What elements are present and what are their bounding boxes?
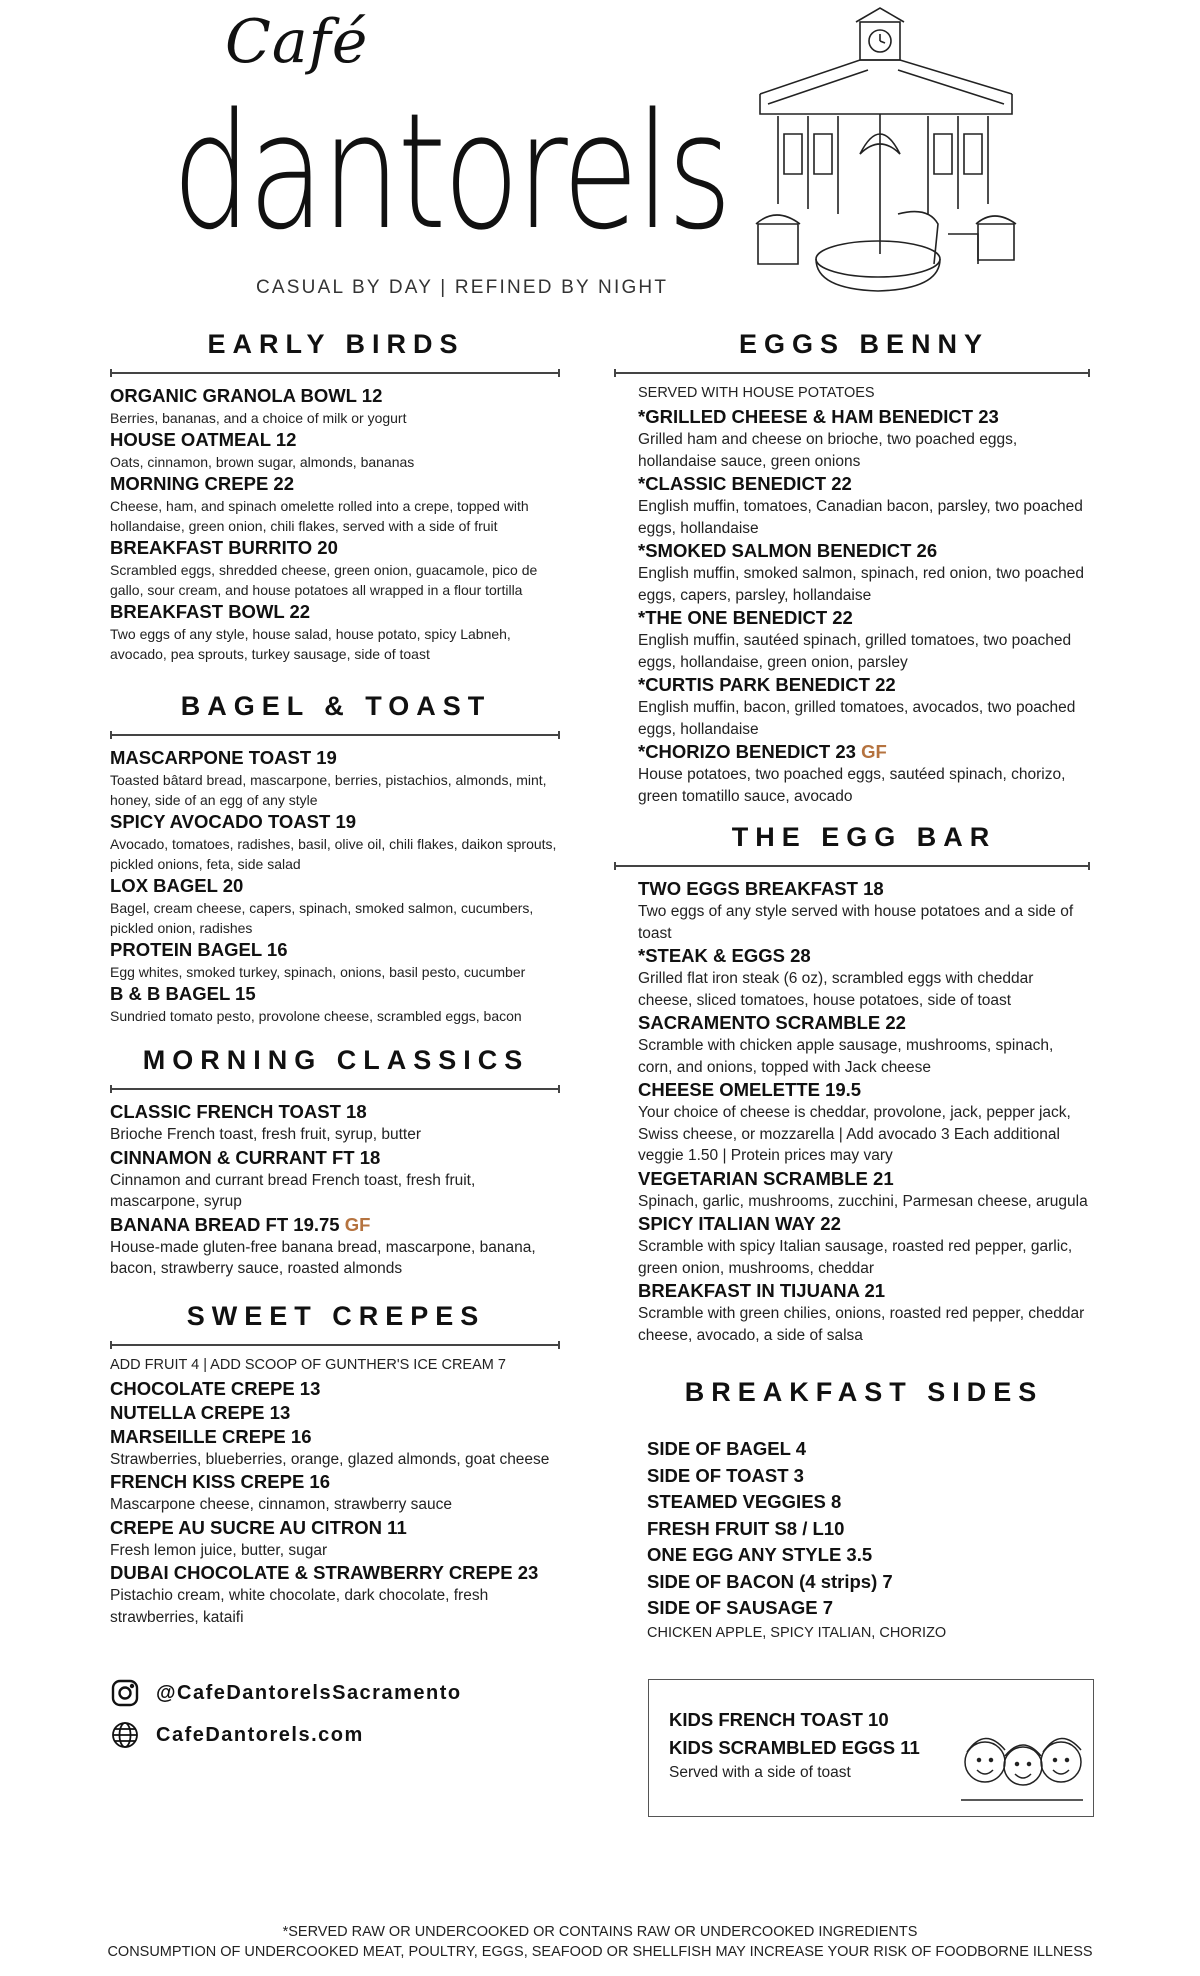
menu-item-description: Spinach, garlic, mushrooms, zucchini, Parmesan cheese, arugula bbox=[638, 1192, 1088, 1210]
footer-line: *SERVED RAW OR UNDERCOOKED OR CONTAINS RAW OR UNDERCOOKED INGREDIENTS bbox=[282, 1924, 918, 1940]
item-title: BREAKFAST IN TIJUANA 21 bbox=[638, 1280, 886, 1301]
instagram-link[interactable] bbox=[110, 1678, 562, 1708]
globe-icon bbox=[110, 1720, 140, 1750]
menu-item-name bbox=[110, 472, 562, 496]
menu-item-name bbox=[638, 405, 1090, 429]
section-divider bbox=[110, 734, 560, 736]
menu-item-name bbox=[110, 810, 562, 834]
section-note: ADD FRUIT 4 | ADD SCOOP OF GUNTHER'S ICE CREAM 7 bbox=[110, 1356, 506, 1373]
item-title: TWO EGGS BREAKFAST 18 bbox=[638, 878, 884, 899]
menu-item-description: Oats, cinnamon, brown sugar, almonds, bananas bbox=[110, 454, 415, 470]
menu-item-name bbox=[638, 606, 1090, 630]
menu-section bbox=[110, 1300, 562, 1629]
logo-cafe: Café bbox=[225, 7, 369, 77]
item-title: *GRILLED CHEESE & HAM BENEDICT 23 bbox=[638, 406, 999, 427]
menu-item-name bbox=[638, 944, 1090, 968]
menu-item-description: Cheese, ham, and spinach omelette rolled into a crepe, topped with hollandaise, green onion, chili flakes, served with a side of fruit bbox=[110, 498, 529, 534]
kids-faces-illustration bbox=[957, 1720, 1087, 1810]
item-title: FRENCH KISS CREPE 16 bbox=[110, 1471, 330, 1492]
item-title: ORGANIC GRANOLA BOWL 12 bbox=[110, 385, 383, 406]
menu-item-name bbox=[638, 877, 1090, 901]
menu-item-name bbox=[110, 982, 562, 1006]
side-item: STEAMED VEGGIES 8 bbox=[647, 1491, 842, 1512]
menu-item-description: Bagel, cream cheese, capers, spinach, smoked salmon, cucumbers, pickled onion, radishes bbox=[110, 900, 534, 936]
item-title: MARSEILLE CREPE 16 bbox=[110, 1425, 312, 1447]
menu-item-name bbox=[638, 1167, 1090, 1191]
item-title: *CURTIS PARK BENEDICT 22 bbox=[638, 674, 896, 695]
section-divider bbox=[110, 1344, 560, 1346]
gluten-free-badge: GF bbox=[344, 1213, 371, 1235]
menu-item-name bbox=[638, 1279, 1090, 1303]
menu-item-description: Sundried tomato pesto, provolone cheese, scrambled eggs, bacon bbox=[110, 1008, 522, 1024]
item-title: PROTEIN BAGEL 16 bbox=[110, 939, 288, 960]
tagline: CASUAL BY DAY | REFINED BY NIGHT bbox=[256, 277, 669, 298]
instagram-handle: @CafeDantorelsSacramento bbox=[156, 1682, 462, 1704]
menu-item-description: Strawberries, blueberries, orange, glazed almonds, goat cheese bbox=[110, 1450, 550, 1468]
footer-line: CONSUMPTION OF UNDERCOOKED MEAT, POULTRY, EGGS, SEAFOOD OR SHELLFISH MAY INCREASE YOUR RISK OF FOODBORNE ILLNESS bbox=[107, 1944, 1093, 1960]
item-title: BANANA BREAD FT 19.75 bbox=[110, 1213, 340, 1235]
menu-item-name bbox=[638, 673, 1090, 697]
menu-item-description: Grilled ham and cheese on brioche, two poached eggs, hollandaise sauce, green onions bbox=[638, 431, 1018, 470]
menu-section bbox=[638, 821, 1090, 1346]
menu-item-description: Mascarpone cheese, cinnamon, strawberry sauce bbox=[110, 1496, 453, 1513]
instagram-icon bbox=[110, 1678, 140, 1708]
section-heading: EARLY BIRDS bbox=[207, 329, 465, 359]
side-item: SIDE OF TOAST 3 bbox=[647, 1464, 804, 1486]
menu-item-description: Toasted bâtard bread, mascarpone, berries, pistachios, almonds, mint, honey, side of an egg of any style bbox=[110, 772, 547, 808]
menu-item-name bbox=[110, 1213, 562, 1237]
section-heading: MORNING CLASSICS bbox=[142, 1045, 530, 1075]
item-title: BREAKFAST BOWL 22 bbox=[110, 601, 311, 622]
section-divider bbox=[110, 372, 560, 374]
menu-item-name bbox=[110, 600, 562, 624]
item-title: SPICY ITALIAN WAY 22 bbox=[638, 1213, 841, 1234]
item-title: MORNING CREPE 22 bbox=[110, 473, 295, 494]
menu-item-name bbox=[110, 1401, 562, 1425]
item-title: MASCARPONE TOAST 19 bbox=[110, 747, 337, 768]
menu-item-name bbox=[638, 1212, 1090, 1236]
menu-item-description: English muffin, sautéed spinach, grilled tomatoes, two poached eggs, hollandaise, green onion, parsley bbox=[638, 632, 1072, 671]
menu-item-name bbox=[638, 539, 1090, 563]
section-divider bbox=[614, 372, 1090, 374]
menu-item-description: Grilled flat iron steak (6 oz), scrambled eggs with cheddar cheese, sliced tomatoes, house potatoes, side of toast bbox=[638, 970, 1034, 1009]
item-title: SACRAMENTO SCRAMBLE 22 bbox=[638, 1012, 906, 1033]
side-item: ONE EGG ANY STYLE 3.5 bbox=[647, 1544, 873, 1565]
sides-note: CHICKEN APPLE, SPICY ITALIAN, CHORIZO bbox=[647, 1624, 947, 1641]
kids-note: Served with a side of toast bbox=[669, 1763, 851, 1781]
side-item: SIDE OF SAUSAGE 7 bbox=[647, 1597, 834, 1618]
menu-item-description: Egg whites, smoked turkey, spinach, onions, basil pesto, cucumber bbox=[110, 964, 526, 980]
menu-item-description: Scramble with green chilies, onions, roasted red pepper, cheddar cheese, avocado, a side of salsa bbox=[638, 1305, 1085, 1344]
menu-item-description: Two eggs of any style, house salad, house potato, spicy Labneh, avocado, pea sprouts, turkey sausage, side of toast bbox=[110, 626, 511, 662]
kids-menu-box bbox=[648, 1679, 1094, 1817]
menu-item-name bbox=[110, 428, 562, 452]
menu-item-description: Your choice of cheese is cheddar, provolone, jack, pepper jack, Swiss cheese, or mozzarella | Add avocado 3 Each additional veggie 1.50 | Protein prices may vary bbox=[638, 1104, 1071, 1164]
menu-item-description: Cinnamon and currant bread French toast, fresh fruit, mascarpone, syrup bbox=[110, 1171, 476, 1210]
item-title: LOX BAGEL 20 bbox=[110, 875, 244, 896]
menu-item-name bbox=[110, 1516, 562, 1540]
section-heading: SWEET CREPES bbox=[186, 1300, 486, 1331]
menu-item-description: Two eggs of any style served with house potatoes and a side of toast bbox=[638, 903, 1074, 942]
section-note: SERVED WITH HOUSE POTATOES bbox=[638, 385, 875, 401]
item-title: *SMOKED SALMON BENEDICT 26 bbox=[638, 540, 938, 561]
item-title: CREPE AU SUCRE AU CITRON 11 bbox=[110, 1516, 407, 1538]
right-column bbox=[638, 328, 1090, 1817]
menu-item-name bbox=[638, 740, 1090, 764]
menu-item-name bbox=[110, 874, 562, 898]
cafe-building-illustration bbox=[748, 4, 1024, 300]
menu-item-description: Brioche French toast, fresh fruit, syrup, butter bbox=[110, 1126, 421, 1143]
menu-item-description: English muffin, tomatoes, Canadian bacon, parsley, two poached eggs, hollandaise bbox=[638, 498, 1083, 537]
item-title: NUTELLA CREPE 13 bbox=[110, 1401, 291, 1423]
section-heading: BREAKFAST SIDES bbox=[684, 1377, 1044, 1407]
section-heading: THE EGG BAR bbox=[731, 822, 997, 852]
menu-item-name bbox=[110, 746, 562, 770]
section-divider bbox=[614, 865, 1090, 867]
side-item: FRESH FRUIT S8 / L10 bbox=[647, 1517, 845, 1539]
menu-item-name bbox=[110, 384, 562, 408]
social-links bbox=[110, 1678, 562, 1750]
menu-item-description: House-made gluten-free banana bread, mascarpone, banana, bacon, strawberry sauce, roasted almonds bbox=[110, 1238, 536, 1277]
item-title: CINNAMON & CURRANT FT 18 bbox=[110, 1146, 381, 1168]
item-title: CLASSIC FRENCH TOAST 18 bbox=[110, 1101, 367, 1122]
item-title: *CHORIZO BENEDICT 23 bbox=[638, 741, 856, 762]
section-heading: EGGS BENNY bbox=[738, 329, 990, 359]
menu-item-description: Pistachio cream, white chocolate, dark chocolate, fresh strawberries, kataifi bbox=[110, 1587, 489, 1626]
menu-item-name bbox=[110, 1425, 562, 1449]
menu-item-name bbox=[110, 1146, 562, 1170]
kids-item: KIDS FRENCH TOAST 10 bbox=[669, 1708, 889, 1730]
menu-section bbox=[110, 1044, 562, 1280]
section-divider bbox=[110, 1088, 560, 1090]
menu-item-description: Fresh lemon juice, butter, sugar bbox=[110, 1541, 328, 1559]
menu-item-name bbox=[110, 1100, 562, 1124]
item-title: CHEESE OMELETTE 19.5 bbox=[638, 1079, 862, 1100]
website-url: CafeDantorels.com bbox=[156, 1724, 364, 1746]
menu-item-description: Scrambled eggs, shredded cheese, green onion, guacamole, pico de gallo, sour cream, and house potatoes all wrapped in a flour tortilla bbox=[110, 562, 538, 598]
menu-item-name bbox=[110, 536, 562, 560]
item-title: DUBAI CHOCOLATE & STRAWBERRY CREPE 23 bbox=[110, 1562, 539, 1583]
menu-item-description: English muffin, smoked salmon, spinach, red onion, two poached eggs, capers, parsley, hollandaise bbox=[638, 565, 1085, 604]
item-title: *CLASSIC BENEDICT 22 bbox=[638, 473, 852, 494]
menu-item-name bbox=[110, 1561, 562, 1585]
section-heading: BAGEL & TOAST bbox=[180, 691, 492, 721]
side-item: SIDE OF BACON (4 strips) 7 bbox=[647, 1570, 893, 1592]
item-title: SPICY AVOCADO TOAST 19 bbox=[110, 811, 357, 832]
menu-item-description: Avocado, tomatoes, radishes, basil, olive oil, chili flakes, daikon sprouts, pickled onions, feta, side salad bbox=[110, 836, 557, 872]
menu-item-description: Berries, bananas, and a choice of milk or yogurt bbox=[110, 410, 407, 426]
menu-item-name bbox=[110, 938, 562, 962]
menu-item-name bbox=[110, 1377, 562, 1401]
left-column bbox=[110, 328, 562, 1750]
item-title: BREAKFAST BURRITO 20 bbox=[110, 537, 338, 558]
menu-item-description: House potatoes, two poached eggs, sautéed spinach, chorizo, green tomatillo sauce, avocado bbox=[638, 766, 1066, 805]
menu-item-name bbox=[638, 472, 1090, 496]
item-title: *THE ONE BENEDICT 22 bbox=[638, 607, 853, 628]
menu-item-description: Scramble with chicken apple sausage, mushrooms, spinach, corn, and onions, topped with Jack cheese bbox=[638, 1037, 1054, 1076]
menu-section bbox=[638, 328, 1090, 807]
footer-disclaimer bbox=[0, 1922, 1200, 1962]
menu-item-name bbox=[638, 1078, 1090, 1102]
menu-item-name bbox=[110, 1470, 562, 1494]
breakfast-sides-section bbox=[638, 1376, 1090, 1643]
item-title: HOUSE OATMEAL 12 bbox=[110, 429, 297, 450]
item-title: *STEAK & EGGS 28 bbox=[638, 945, 811, 966]
item-title: CHOCOLATE CREPE 13 bbox=[110, 1377, 321, 1399]
item-title: B & B BAGEL 15 bbox=[110, 983, 256, 1004]
side-item: SIDE OF BAGEL 4 bbox=[647, 1438, 806, 1459]
item-title: VEGETARIAN SCRAMBLE 21 bbox=[638, 1167, 894, 1189]
kids-item: KIDS SCRAMBLED EGGS 11 bbox=[669, 1736, 920, 1758]
logo-brand: dantorels bbox=[172, 78, 730, 265]
website-link[interactable] bbox=[110, 1720, 562, 1750]
menu-section bbox=[110, 328, 562, 664]
menu-section bbox=[110, 690, 562, 1026]
menu-item-description: Scramble with spicy Italian sausage, roasted red pepper, garlic, green onion, mushrooms, cheddar bbox=[638, 1238, 1073, 1277]
menu-item-name bbox=[638, 1011, 1090, 1035]
menu-item-description: English muffin, bacon, grilled tomatoes, avocados, two poached eggs, hollandaise bbox=[638, 699, 1076, 738]
gluten-free-badge: GF bbox=[861, 741, 887, 762]
